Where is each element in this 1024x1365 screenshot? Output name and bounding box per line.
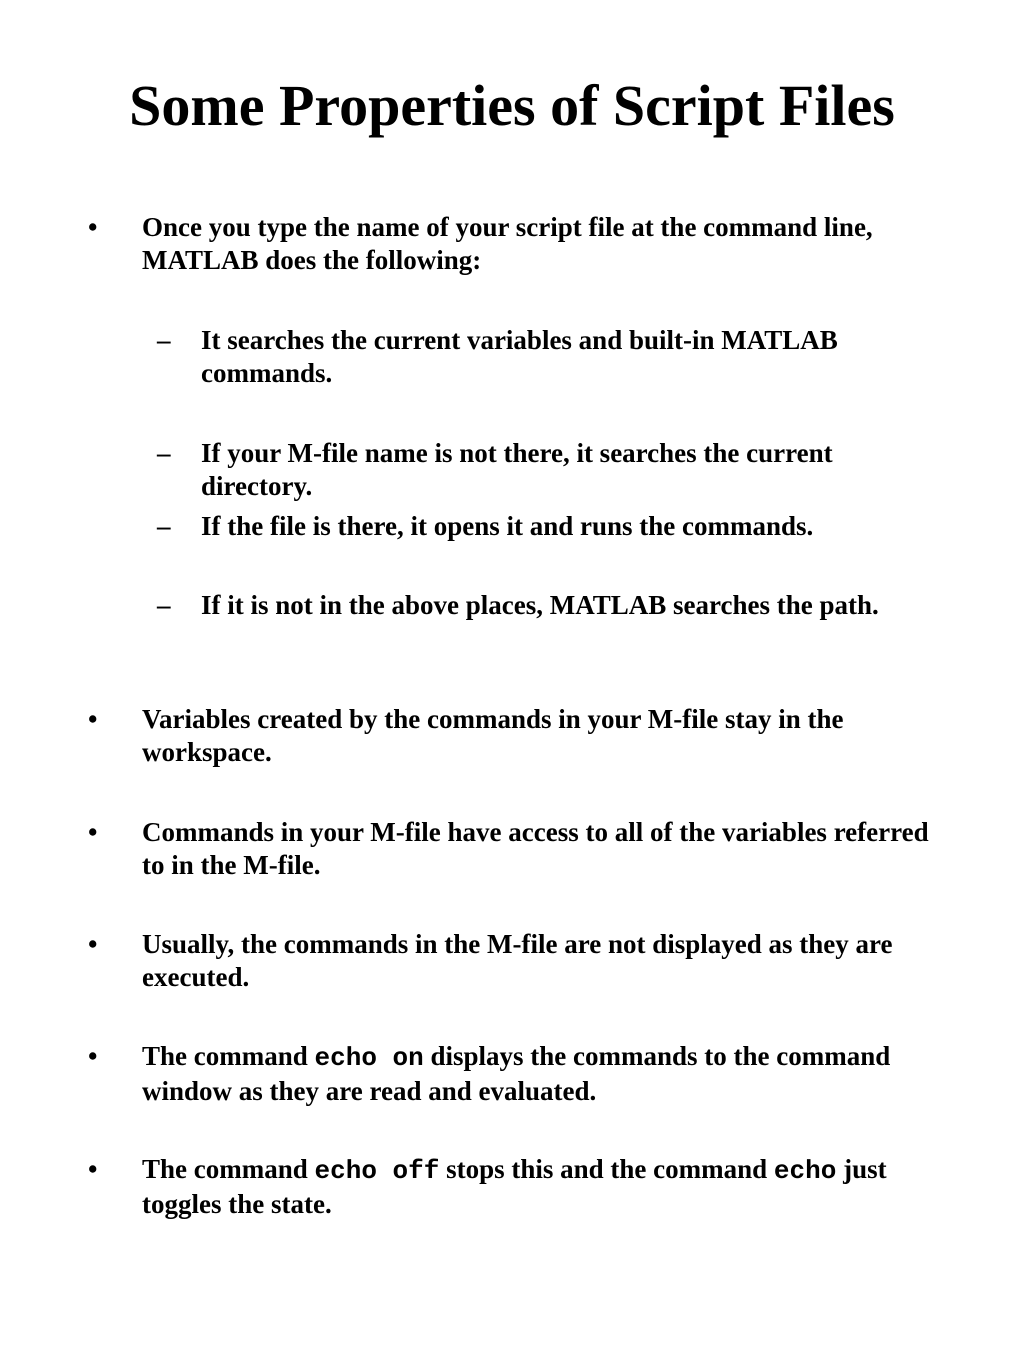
bullet-marker: • — [88, 817, 98, 847]
sub-bullet-text: If your M-file name is not there, it searches the current directory. — [201, 438, 833, 501]
bullet-item — [88, 703, 942, 769]
bullet-item — [88, 816, 942, 882]
sub-bullet-text: If the file is there, it opens it and runs the commands. — [201, 511, 814, 541]
bullet-text: Variables created by the commands in your M-file stay in the workspace. — [142, 704, 844, 767]
page-title: Some Properties of Script Files — [129, 73, 895, 138]
code-echo-off: echo off — [314, 1156, 440, 1186]
sub-bullet-text: If it is not in the above places, MATLAB searches the path. — [201, 590, 879, 620]
dash-marker: – — [157, 590, 171, 620]
code-echo: echo — [773, 1156, 837, 1186]
sub-bullet-text: It searches the current variables and built-in MATLAB commands. — [201, 325, 838, 388]
dash-marker: – — [157, 325, 171, 355]
sub-bullet-item — [157, 510, 941, 543]
sub-bullet-item — [157, 324, 941, 390]
bullet-text-before: The command — [142, 1154, 315, 1184]
bullet-item — [88, 211, 942, 277]
sub-bullet-item — [157, 589, 941, 622]
bullet-text-middle: stops this and the command — [439, 1154, 774, 1184]
bullet-text-before: The command — [142, 1041, 315, 1071]
bullet-text-after: just toggles the state. — [142, 1154, 887, 1219]
bullet-marker: • — [88, 1154, 98, 1184]
bullet-marker: • — [88, 929, 98, 959]
bullet-item — [88, 1040, 942, 1108]
bullet-text: Usually, the commands in the M-file are not displayed as they are executed. — [142, 929, 893, 992]
bullet-text: Once you type the name of your script file at the command line, MATLAB does the following: — [142, 212, 873, 275]
bullet-item — [88, 928, 942, 994]
bullet-item — [88, 1153, 942, 1221]
dash-marker: – — [157, 511, 171, 541]
bullet-text-after: displays the commands to the command window as they are read and evaluated. — [142, 1041, 891, 1106]
bullet-marker: • — [88, 1041, 98, 1071]
bullet-marker: • — [88, 704, 98, 734]
dash-marker: – — [157, 438, 171, 468]
sub-bullet-item — [157, 437, 941, 503]
bullet-text: Commands in your M-file have access to all of the variables referred to in the M-file. — [142, 817, 929, 880]
code-echo-on: echo on — [314, 1043, 424, 1073]
bullet-marker: • — [88, 212, 98, 242]
